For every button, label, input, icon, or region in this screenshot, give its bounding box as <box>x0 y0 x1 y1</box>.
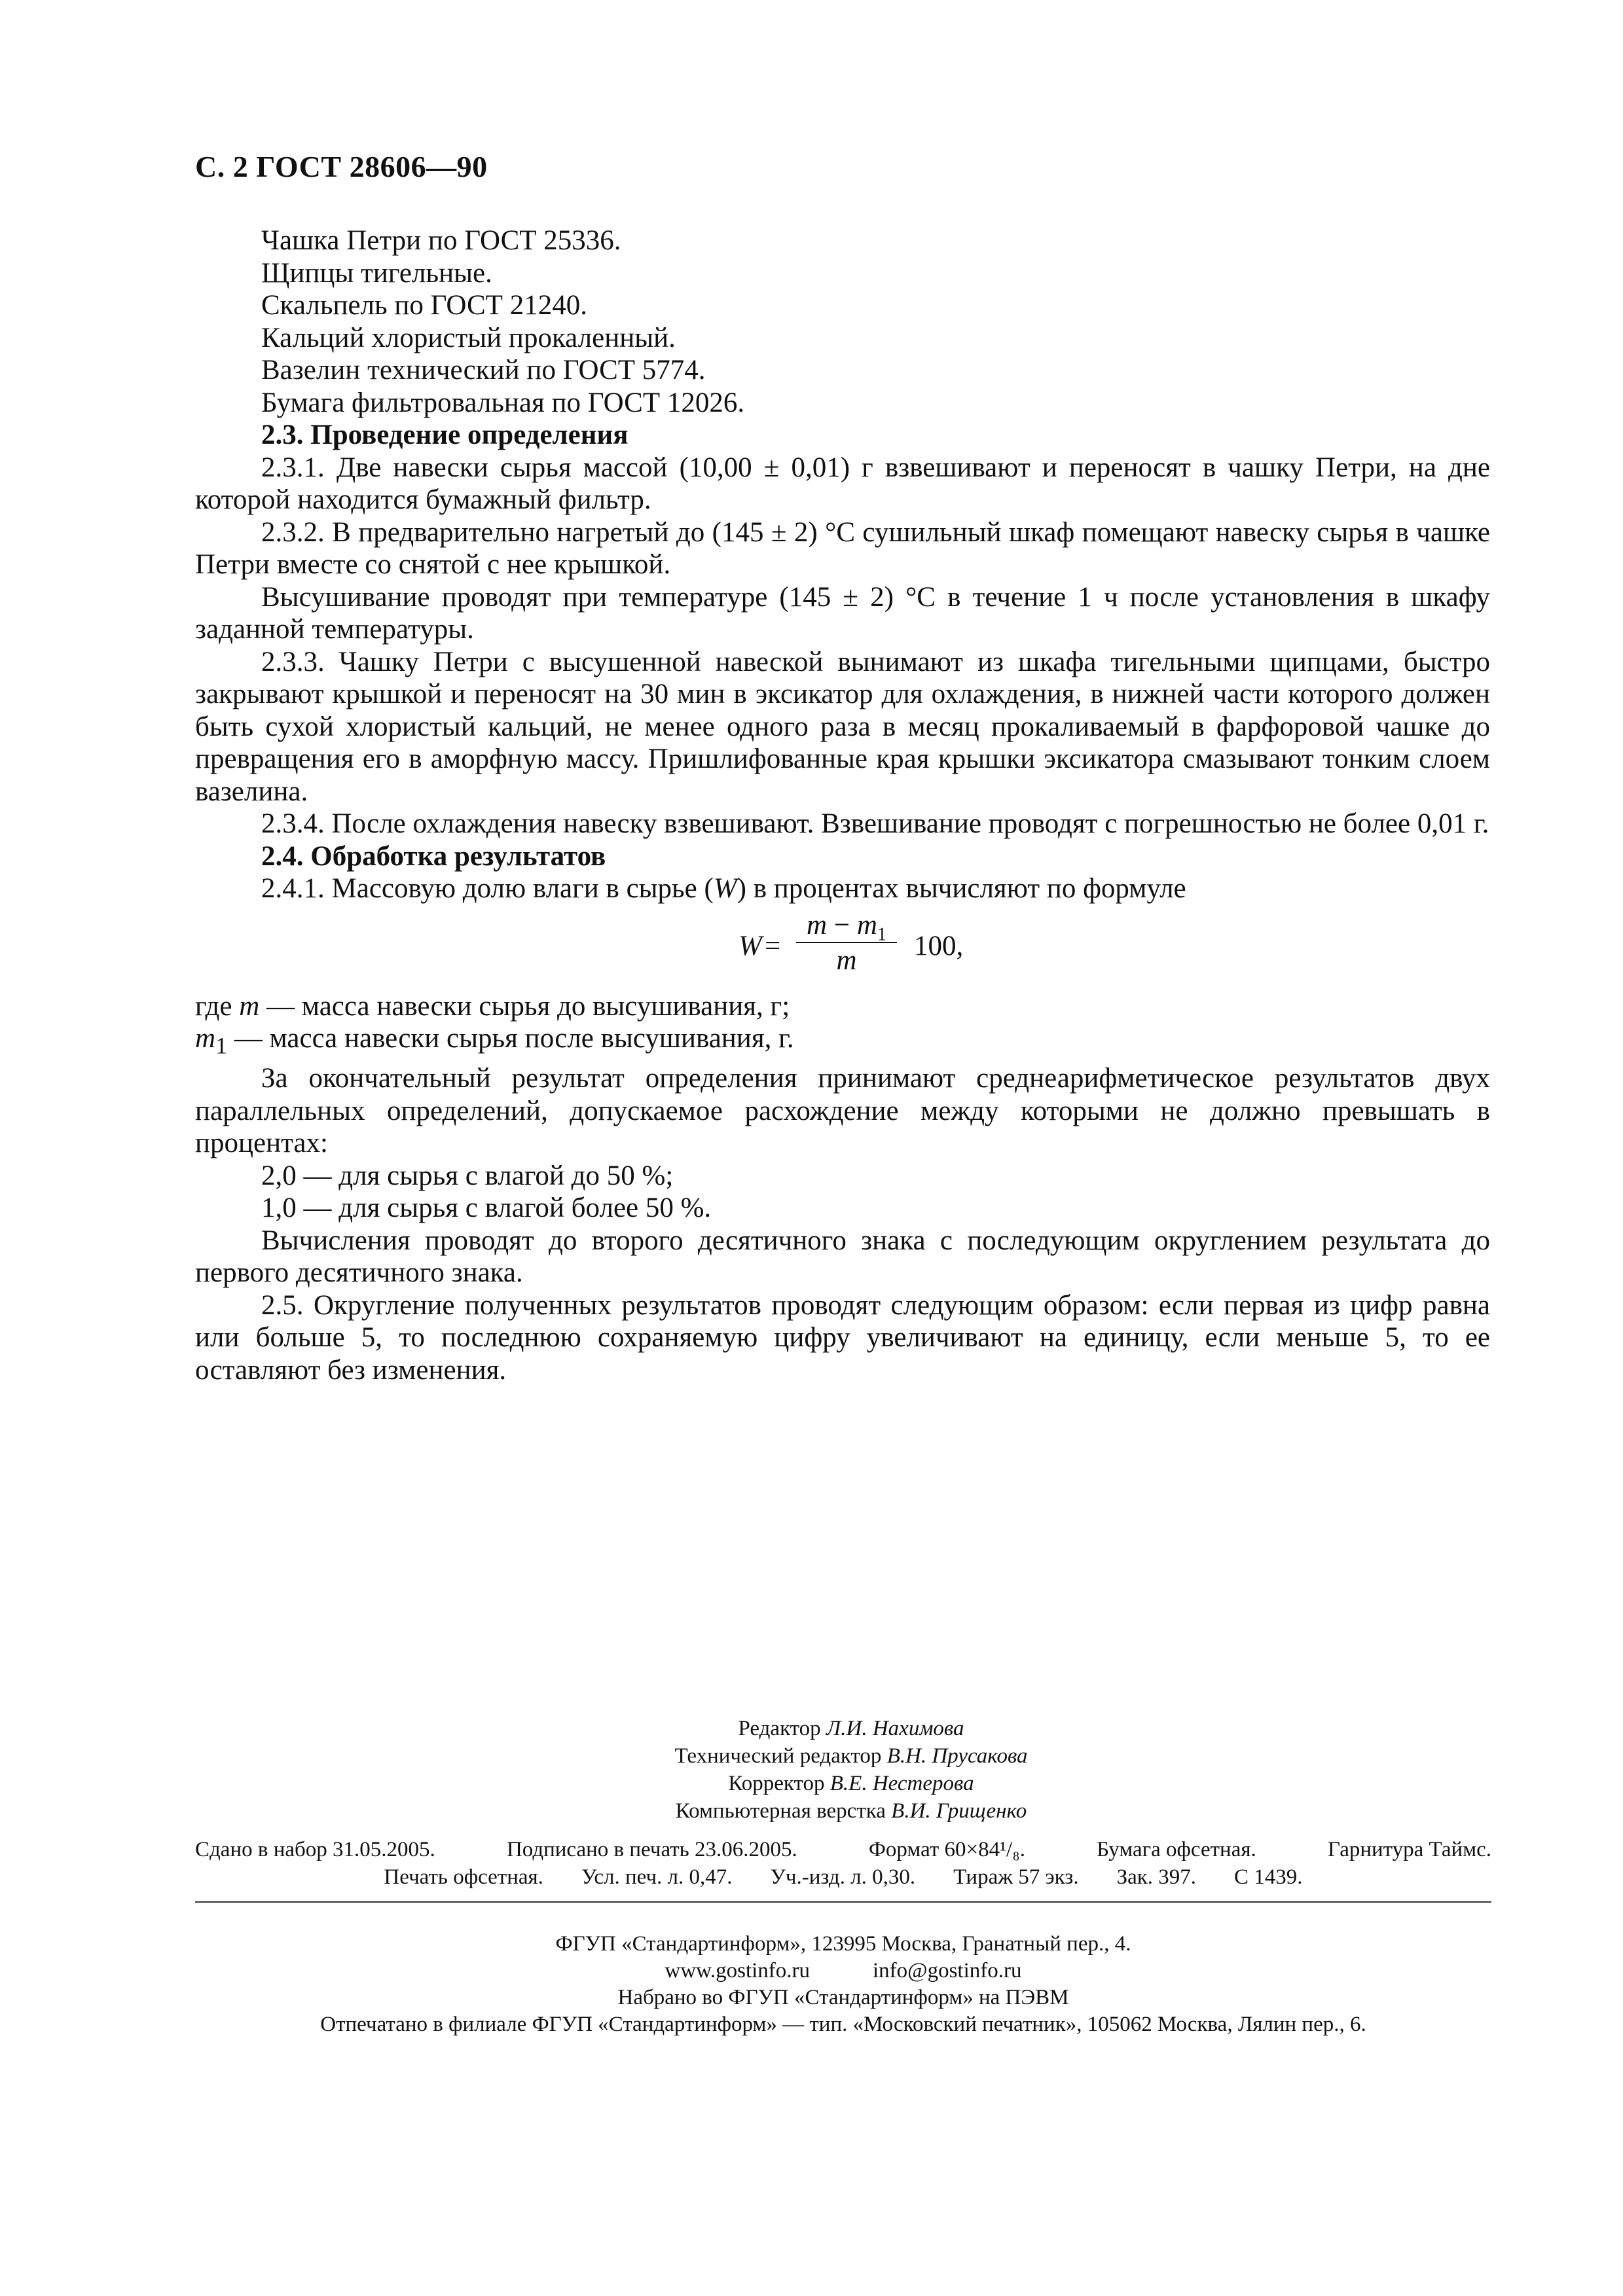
paragraph-2-3-4: 2.3.4. После охлаждения навеску взвешивают. Взвешивание проводят с погрешностью не более 0,01 г. <box>261 808 1489 839</box>
credit-name: В.Н. Прусакова <box>886 1744 1028 1768</box>
imprint-item: С 1439. <box>1234 1865 1303 1889</box>
paragraph-calculation: Вычисления проводят до второго десятичного знака с последующим округлением результата до первого десятичного знака. <box>195 1225 1490 1289</box>
imprint-item: Зак. 397. <box>1116 1865 1197 1889</box>
limit-item: 1,0 — для сырья с влагой более 50 %. <box>261 1193 712 1224</box>
imprint-item: Подписано в печать 23.06.2005. <box>506 1838 797 1861</box>
where-m-text: — масса навески сырья до высушивания, г; <box>259 990 790 1022</box>
page-header: С. 2 ГОСТ 28606—90 <box>195 150 488 183</box>
section-heading-2-4: 2.4. Обработка результатов <box>261 840 606 872</box>
formula-numerator <box>796 909 897 945</box>
numerator-m1: m <box>856 909 877 941</box>
where-m1-text: — масса навески сырья после высушивания, г. <box>227 1023 794 1054</box>
typeset-note: Набрано во ФГУП «Стандартинформ» на ПЭВМ <box>617 1986 1069 2009</box>
paragraph-2-3-2-drying: Высушивание проводят при температуре (145 ± 2) °С в течение 1 ч после установления в шкафу заданной температуры. <box>195 581 1490 645</box>
formula-multiplier: 100, <box>914 930 964 961</box>
imprint-item: Формат 60×84¹/₈. <box>868 1838 1025 1861</box>
credit-label: Корректор <box>728 1772 830 1795</box>
imprint-row-2 <box>195 1863 1491 1891</box>
equipment-item: Чашка Петри по ГОСТ 25336. <box>261 225 621 256</box>
imprint-item: Усл. печ. л. 0,47. <box>581 1865 733 1889</box>
publisher-contacts <box>195 1958 1491 1984</box>
imprint-row-1 <box>195 1836 1491 1863</box>
imprint-item: Гарнитура Таймс. <box>1327 1838 1491 1861</box>
where-var-m1: m <box>195 1023 216 1054</box>
editorial-credits <box>589 1715 1113 1825</box>
paragraph-2-4-1-pre: 2.4.1. Массовую долю влаги в сырье ( <box>261 873 714 904</box>
credit-name: В.И. Грищенко <box>891 1799 1027 1823</box>
where-prefix: где <box>195 990 240 1022</box>
credit-name: В.Е. Нестерова <box>830 1772 974 1795</box>
numerator-m1-subscript: 1 <box>877 924 886 945</box>
imprint-item: Бумага офсетная. <box>1097 1838 1256 1861</box>
imprint-item: Уч.-изд. л. 0,30. <box>770 1865 916 1889</box>
where-var-m1-subscript: 1 <box>215 1032 227 1059</box>
equipment-item: Щипцы тигельные. <box>261 257 492 289</box>
credit-layout <box>589 1797 1113 1825</box>
formula-equals: = <box>765 930 781 961</box>
section-heading-2-3: 2.3. Проведение определения <box>261 420 629 450</box>
credit-tech-editor <box>589 1742 1113 1770</box>
limit-item: 2,0 — для сырья с влагой до 50 %; <box>261 1160 674 1191</box>
paragraph-2-5: 2.5. Округление полученных результатов проводят следующим образом: если первая из цифр равна или больше 5, то последнюю сохраняемую цифру увеличивают на единицу, если меньше 5, то ее оставляют без изменения. <box>195 1289 1490 1386</box>
paragraph-final-result: За окончательный результат определения принимают среднеарифметическое результатов двух параллельных определений, допускаемое расхождение между которыми не должно превышать в процентах: <box>195 1063 1490 1159</box>
equipment-item: Кальций хлористый прокаленный. <box>261 322 676 353</box>
publisher-address: ФГУП «Стандартинформ», 123995 Москва, Гранатный пер., 4. <box>555 1932 1131 1956</box>
publisher-website[interactable]: www.gostinfo.ru <box>665 1959 811 1982</box>
equipment-item: Вазелин технический по ГОСТ 5774. <box>261 355 706 386</box>
footer-divider <box>195 1901 1491 1903</box>
variable-w: W <box>713 873 737 904</box>
paragraph-2-3-3: 2.3.3. Чашку Петри с высушенной навеской вынимают из шкафа тигельными щипцами, быстро закрывают крышкой и переносят на 30 мин в эксикатор для охлаждения, в нижней части которого должен быть сухой хлористый кальций, не менее одного раза в месяц прокаливаемый в фарфоровой чашке до превращения его в аморфную массу. Пришлифованные края крышки эксикатора смазывают тонким слоем вазелина. <box>195 646 1490 807</box>
credit-name: Л.И. Нахимова <box>826 1717 964 1740</box>
formula-lhs: W <box>739 930 762 961</box>
formula-denominator: m <box>836 944 857 976</box>
publisher-info <box>195 1931 1491 2038</box>
formula-fraction <box>796 909 897 977</box>
credit-editor <box>589 1715 1113 1742</box>
numerator-minus: − <box>827 909 857 941</box>
paragraph-2-4-1 <box>195 872 1490 905</box>
where-var-m: m <box>239 990 260 1022</box>
publisher-email[interactable]: info@gostinfo.ru <box>873 1959 1022 1982</box>
document-body <box>195 224 1490 1386</box>
imprint-item: Печать офсетная. <box>384 1865 543 1889</box>
printed-note: Отпечатано в филиале ФГУП «Стандартинформ» — тип. «Московский печатник», 105062 Москва, Лялин пер., 6. <box>320 2013 1366 2036</box>
credit-label: Технический редактор <box>674 1744 887 1768</box>
imprint-item: Сдано в набор 31.05.2005. <box>195 1838 435 1861</box>
where-m <box>195 990 1490 1023</box>
imprint-block <box>195 1836 1491 1891</box>
credit-corrector <box>589 1770 1113 1797</box>
equipment-item: Скальпель по ГОСТ 21240. <box>261 290 587 321</box>
credit-label: Компьютерная верстка <box>675 1799 892 1823</box>
credit-label: Редактор <box>738 1717 826 1740</box>
moisture-formula <box>195 909 1490 981</box>
paragraph-2-3-1: 2.3.1. Две навески сырья массой (10,00 ± 0,01) г взвешивают и переносят в чашку Петри, на дне которой находится бумажный фильтр. <box>195 452 1490 515</box>
paragraph-2-4-1-post: ) в процентах вычисляют по формуле <box>737 873 1186 904</box>
paragraph-2-3-2: 2.3.2. В предварительно нагретый до (145 ± 2) °С сушильный шкаф помещают навеску сырья в чашке Петри вместе со снятой с нее крышкой. <box>195 516 1490 580</box>
where-m1 <box>195 1022 1490 1062</box>
numerator-m: m <box>807 909 828 941</box>
equipment-item: Бумага фильтровальная по ГОСТ 12026. <box>261 387 745 418</box>
imprint-item: Тираж 57 экз. <box>953 1865 1079 1889</box>
